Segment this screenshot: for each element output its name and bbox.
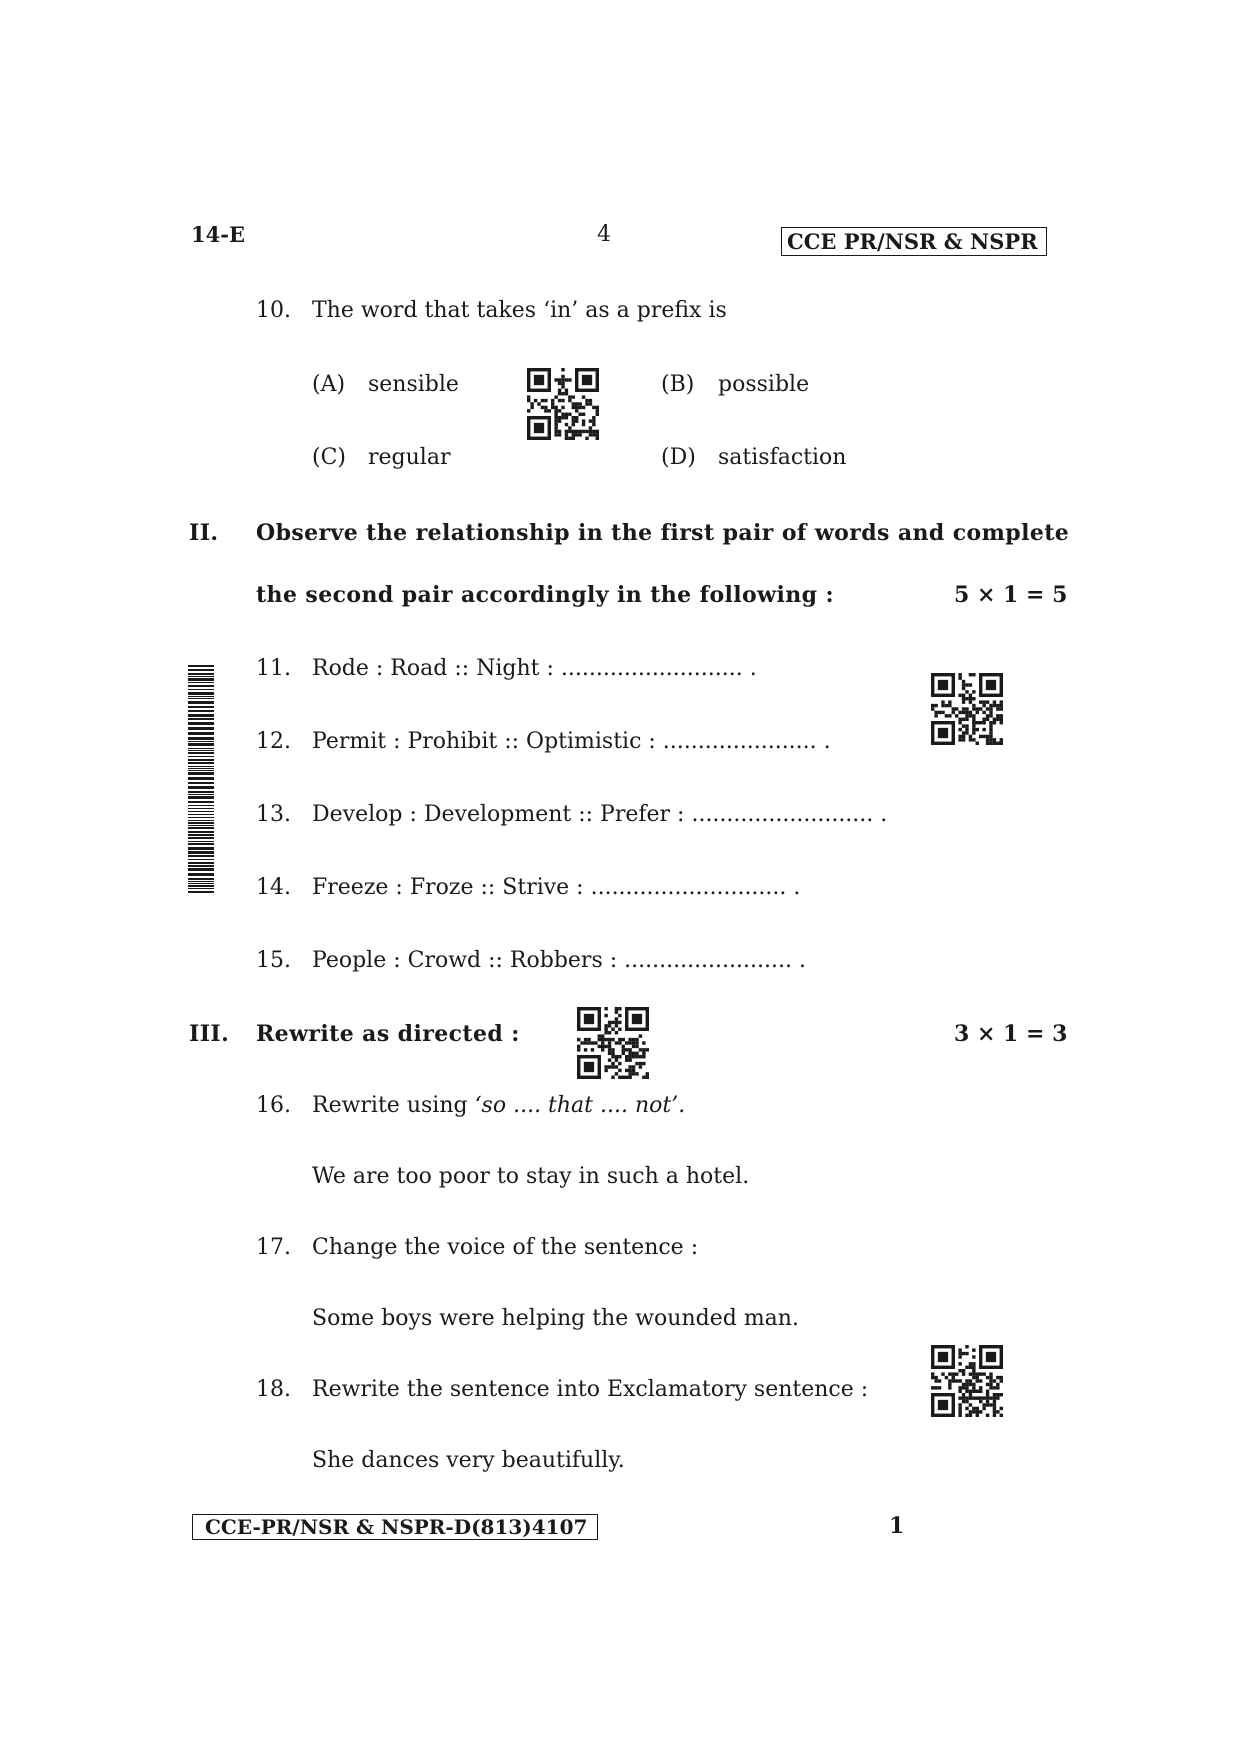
q10-option-c-text: regular xyxy=(368,445,451,470)
q18-text: Rewrite the sentence into Exclamatory sentence : xyxy=(312,1377,869,1402)
section-3-marks: 3 × 1 = 3 xyxy=(954,1021,1068,1047)
q12-text: Permit : Prohibit :: Optimistic : ...................... . xyxy=(312,729,831,754)
q13-number: 13. xyxy=(256,802,291,827)
q14-number: 14. xyxy=(256,875,291,900)
qr-code-icon xyxy=(577,1007,649,1079)
q10-option-a-label: (A) xyxy=(312,372,346,397)
q10-option-a-text: sensible xyxy=(368,372,459,397)
footer-sheet-number: 1 xyxy=(889,1513,905,1539)
section-2-numeral: II. xyxy=(189,520,219,546)
qr-code-icon xyxy=(931,673,1003,745)
q10-number: 10. xyxy=(256,298,291,323)
q11-text: Rode : Road :: Night : .......................... . xyxy=(312,656,757,681)
qr-code-icon xyxy=(931,1345,1003,1417)
page-number: 4 xyxy=(597,222,611,247)
header-paper-code: CCE PR/NSR & NSPR xyxy=(781,227,1047,256)
q17-sentence: Some boys were helping the wounded man. xyxy=(312,1306,799,1331)
q18-number: 18. xyxy=(256,1377,291,1402)
q10-option-b-label: (B) xyxy=(661,372,695,397)
q15-number: 15. xyxy=(256,948,291,973)
section-2-instruction-line1: Observe the relationship in the first pair of words and complete xyxy=(256,520,1070,546)
q11-number: 11. xyxy=(256,656,291,681)
section-3-numeral: III. xyxy=(189,1021,230,1047)
q15-text: People : Crowd :: Robbers : ........................ . xyxy=(312,948,806,973)
q18-sentence: She dances very beautifully. xyxy=(312,1448,625,1473)
q16-text xyxy=(312,1093,685,1118)
q17-text: Change the voice of the sentence : xyxy=(312,1235,699,1260)
header-code: 14-E xyxy=(191,222,245,247)
section-2-marks: 5 × 1 = 5 xyxy=(954,582,1068,608)
qr-code-icon xyxy=(527,368,599,440)
q10-option-c-label: (C) xyxy=(312,445,346,470)
q14-text: Freeze : Froze :: Strive : ............................ . xyxy=(312,875,801,900)
q17-number: 17. xyxy=(256,1235,291,1260)
q16-emphasis: ‘so .... that .... not’. xyxy=(474,1093,686,1118)
footer-paper-code: CCE-PR/NSR & NSPR-D(813)4107 xyxy=(192,1514,598,1540)
q16-number: 16. xyxy=(256,1093,291,1118)
barcode-icon xyxy=(188,665,214,895)
q10-option-d-text: satisfaction xyxy=(718,445,847,470)
q10-option-d-label: (D) xyxy=(661,445,696,470)
section-2-instruction-line2: the second pair accordingly in the following : xyxy=(256,582,834,608)
q13-text: Develop : Development :: Prefer : .......................... . xyxy=(312,802,888,827)
q10-text: The word that takes ‘in’ as a prefix is xyxy=(312,298,727,323)
q10-option-b-text: possible xyxy=(718,372,810,397)
q16-sentence: We are too poor to stay in such a hotel. xyxy=(312,1164,750,1189)
q12-number: 12. xyxy=(256,729,291,754)
q16-prefix: Rewrite using xyxy=(312,1093,475,1118)
section-3-title: Rewrite as directed : xyxy=(256,1021,520,1047)
